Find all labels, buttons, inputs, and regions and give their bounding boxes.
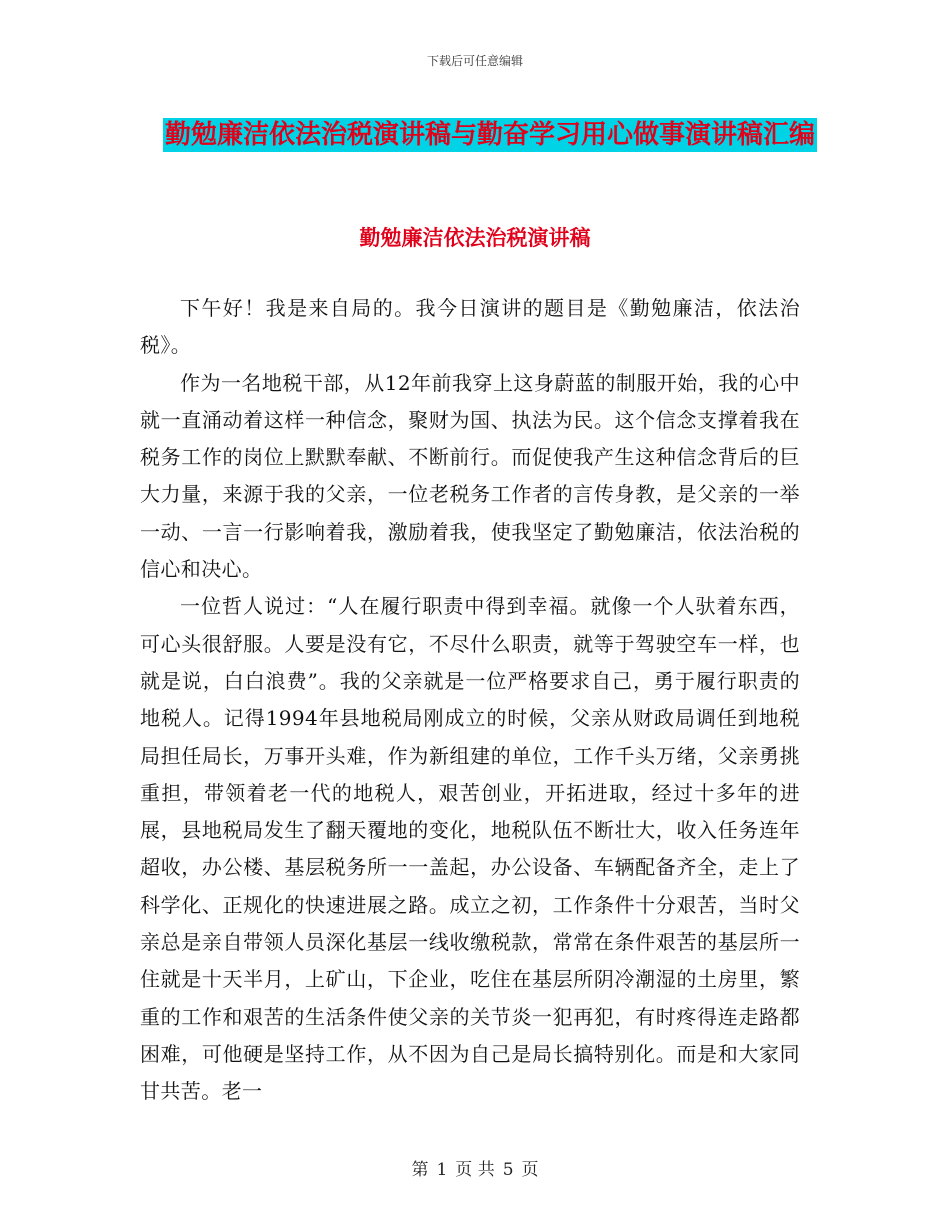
footer-prefix: 第 bbox=[411, 1160, 429, 1180]
section-title: 勤勉廉洁依法治税演讲稿 bbox=[359, 226, 591, 250]
header-note: 下载后可任意编辑 bbox=[426, 54, 523, 68]
document-title bbox=[140, 112, 840, 158]
page-footer bbox=[0, 1155, 950, 1180]
current-page-number: 1 bbox=[436, 1160, 448, 1180]
document-body bbox=[140, 290, 800, 1111]
paragraph: 作为一名地税干部，从12年前我穿上这身蔚蓝的制服开始，我的心中就一直涌动着这样一种信念，聚财为国、执法为民。这个信念支撑着我在税务工作的岗位上默默奉献、不断前行。而促使我产生这种信念背后的巨大力量，来源于我的父亲，一位老税务工作者的言传身教，是父亲的一举一动、一言一行影响着我，激励着我，使我坚定了勤勉廉洁，依法治税的信心和决心。 bbox=[140, 370, 800, 582]
total-page-number: 5 bbox=[502, 1160, 514, 1180]
document-title-text: 勤勉廉洁依法治税演讲稿与勤奋学习用心做事演讲稿汇编 bbox=[164, 120, 815, 150]
footer-middle: 页 共 bbox=[455, 1160, 495, 1180]
footer-suffix: 页 bbox=[521, 1160, 539, 1180]
paragraph: 一位哲人说过：“人在履行职责中得到幸福。就像一个人驮着东西，可心头很舒服。人要是没有它，不尽什么职责，就等于驾驶空车一样，也就是说，白白浪费”。我的父亲就是一位严格要求自己，勇于履行职责的地税人。记得1994年县地税局刚成立的时候，父亲从财政局调任到地税局担任局长，万事开头难，作为新组建的单位，工作千头万绪，父亲勇挑重担，带领着老一代的地税人，艰苦创业，开拓进取，经过十多年的进展，县地税局发生了翻天覆地的变化，地税队伍不断壮大，收入任务连年超收，办公楼、基层税务所一一盖起，办公设备、车辆配备齐全，走上了科学化、正规化的快速进展之路。成立之初，工作条件十分艰苦，当时父亲总是亲自带领人员深化基层一线收缴税款，常常在条件艰苦的基层所一住就是十天半月，上矿山，下企业，吃住在基层所阴冷潮湿的土房里，繁重的工作和艰苦的生活条件使父亲的关节炎一犯再犯，有时疼得连走路都困难，可他硬是坚持工作，从不因为自己是局长搞特别化。而是和大家同甘共苦。老一 bbox=[140, 594, 800, 1104]
paragraph: 下午好！我是来自局的。我今日演讲的题目是《勤勉廉洁，依法治税》。 bbox=[140, 296, 800, 358]
